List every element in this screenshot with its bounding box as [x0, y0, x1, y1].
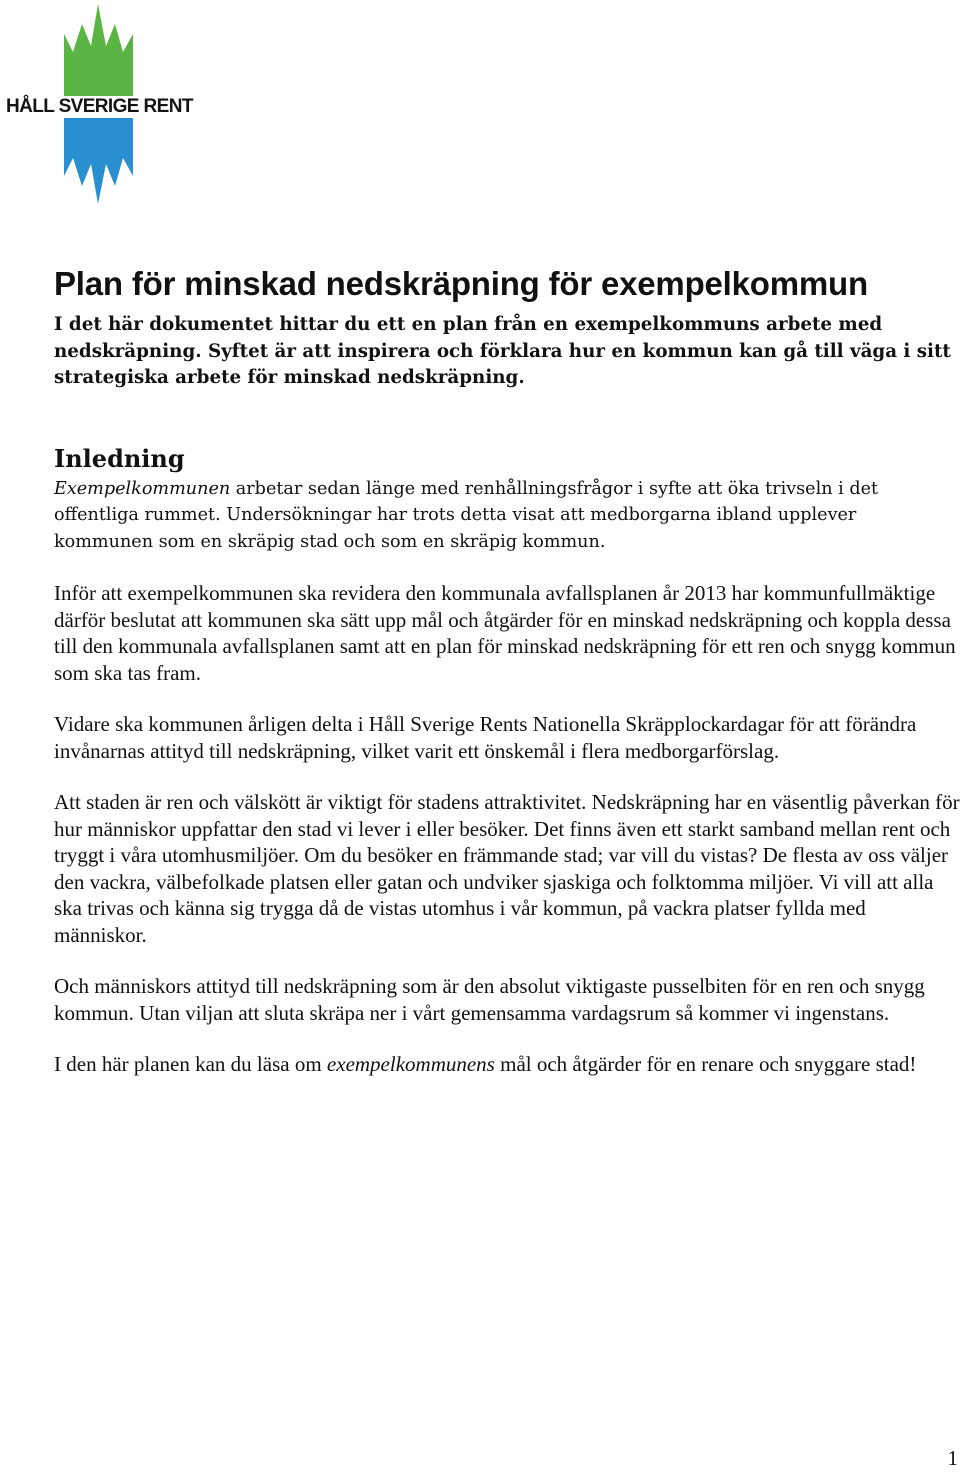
section-heading-inledning: Inledning [54, 443, 185, 473]
paragraph-2: Vidare ska kommunen årligen delta i Håll Sverige Rents Nationella Skräpplockardagar för att förändra invånarnas attityd till nedskräpning, vilket varit ett önskemål i flera medborgarförslag. [54, 712, 917, 763]
paragraph-5-emphasis: exempelkommunens [326, 1052, 495, 1076]
paragraph-5 [54, 1051, 960, 1078]
logo-text: HÅLL SVERIGE RENT [6, 96, 193, 117]
document-title: Plan för minskad nedskräpning för exempelkommun [54, 265, 868, 302]
paragraph-3: Att staden är ren och välskött är viktigt för stadens attraktivitet. Nedskräpning har en väsentlig påverkan för hur människor uppfattar den stad vi lever i eller besöker. Det finns även ett starkt samband mellan rent och tryggt i våra utomhusmiljöer. Om du besöker en främmande stad; var vill du vistas? De flesta av oss väljer den vackra, välbefolkade platsen eller gatan och undviker sjaskiga och folktomma miljöer. Vi vill att alla ska trivas och känna sig trygga då de vistas utomhus i vår kommun, på vackra platser fyllda med människor. [54, 790, 960, 947]
lead-emphasis: Exempelkommunen [54, 478, 231, 499]
paragraph-4: Och människors attityd till nedskräpning som är den absolut viktigaste pusselbiten för en ren och snygg kommun. Utan viljan att sluta skräpa ner i vårt gemensamma vardagsrum så kommer vi ingenstans. [54, 974, 925, 1025]
intro-paragraph: I det här dokumentet hittar du ett en plan från en exempelkommuns arbete med nedskräpning. Syftet är att inspirera och förklara hur en kommun kan gå till väga i sitt strategiska arbete för minskad nedskräpning. [54, 314, 951, 388]
paragraph-1: Inför att exempelkommunen ska revidera den kommunala avfallsplanen år 2013 har kommunfullmäktige därför beslutat att kommunen ska sätt upp mål och åtgärder för en minskad nedskräpning och koppla dessa till den kommunala avfallsplanen samt att en plan för minskad nedskräpning för ett ren och snygg kommun som ska tas fram. [54, 581, 956, 685]
lead-text: arbetar sedan länge med renhållningsfrågor i syfte att öka trivseln i det offentliga rummet. Undersökningar har trots detta visat att medborgarna ibland upplever kommunen som en skräpig stad och som en skräpig kommun. [54, 478, 879, 552]
document-body [54, 262, 960, 1078]
paragraph-5-before: I den här planen kan du läsa om [54, 1052, 327, 1076]
hall-sverige-rent-logo [2, 4, 192, 204]
paragraph-5-after: mål och åtgärder för en renare och snyggare stad! [494, 1052, 917, 1076]
page-number: 1 [947, 1446, 958, 1470]
lead-paragraph [54, 476, 960, 556]
